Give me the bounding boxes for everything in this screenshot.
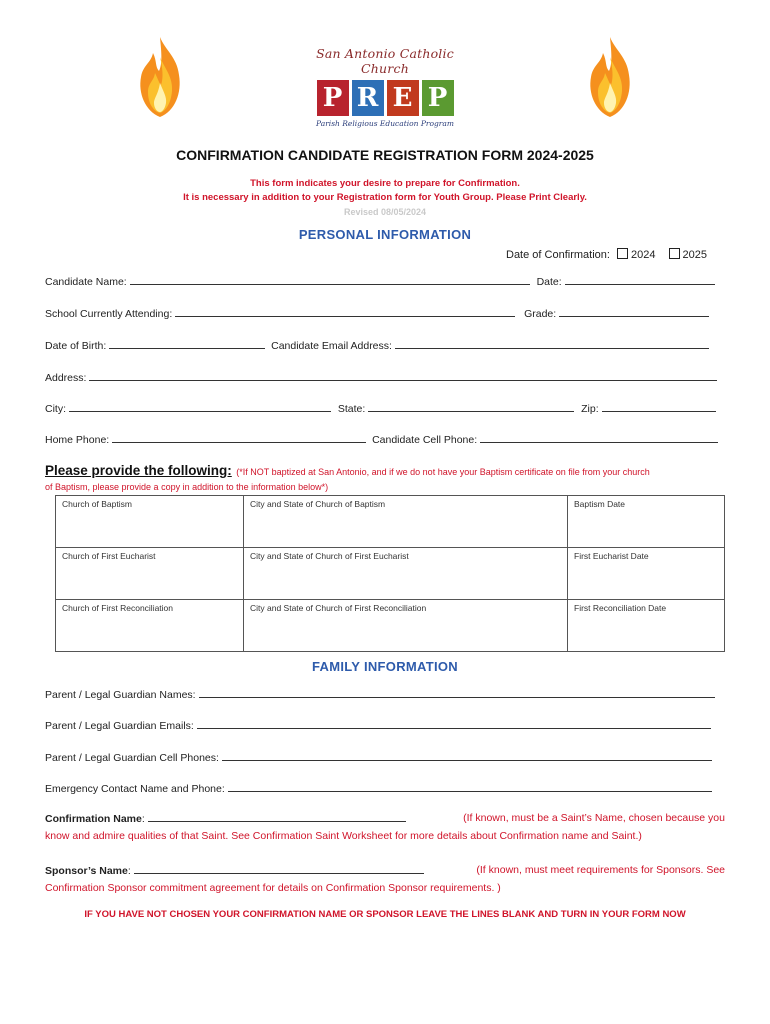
state-field[interactable]	[368, 400, 574, 412]
city-state-first-eucharist-cell[interactable]: City and State of Church of First Eucharist	[244, 548, 568, 600]
cell-phone-label: Candidate Cell Phone:	[372, 434, 478, 446]
church-of-first-reconciliation-cell[interactable]: Church of First Reconciliation	[56, 600, 244, 652]
grade-field[interactable]	[559, 305, 709, 317]
candidate-email-field[interactable]	[395, 337, 709, 349]
city-field[interactable]	[69, 400, 331, 412]
checkbox-2025[interactable]	[669, 248, 680, 259]
confirmation-name-note-2: know and admire qualities of that Saint. See Confirmation Saint Worksheet for more details about Confirmation name and Saint.)	[45, 830, 642, 842]
sponsor-name-block: Sponsor’s Name: (If known, must meet requirements for Sponsors. See Confirmation Sponsor commitment agreement for details on Confirmation Sponsor requirements. )	[45, 862, 725, 897]
guardian-phones-label: Parent / Legal Guardian Cell Phones:	[45, 752, 219, 764]
confirmation-name-block: Confirmation Name: (If known, must be a Saint’s Name, chosen because you know and admire qualities of that Saint. See Confirmation Saint Worksheet for more details about Confirmation name and Saint.)	[45, 810, 725, 845]
address-row	[45, 369, 717, 384]
sponsor-name-label: Sponsor’s Name	[45, 865, 128, 877]
zip-label: Zip:	[581, 403, 599, 415]
dob-field[interactable]	[109, 337, 265, 349]
sponsor-name-note-1: (If known, must meet requirements for Sponsors. See	[476, 864, 725, 876]
sacraments-heading: Please provide the following:	[45, 463, 232, 478]
grade-label: Grade:	[524, 308, 557, 320]
form-title: CONFIRMATION CANDIDATE REGISTRATION FORM 2024-2025	[176, 147, 594, 163]
logo-letters	[300, 80, 470, 116]
school-label: School Currently Attending:	[45, 308, 173, 320]
revised-date: Revised 08/05/2024	[343, 207, 427, 217]
confirmation-name-note-1: (If known, must be a Saint’s Name, chosen because you	[463, 812, 725, 824]
date-label: Date:	[536, 276, 562, 288]
emergency-contact-row	[45, 780, 712, 795]
sponsor-name-field[interactable]	[134, 862, 424, 874]
prep-logo	[300, 46, 470, 128]
guardian-phones-field[interactable]	[222, 749, 712, 761]
confirmation-date-label: Date of Confirmation:	[506, 249, 610, 261]
guardian-names-row	[45, 686, 715, 701]
first-eucharist-date-cell[interactable]: First Eucharist Date	[568, 548, 725, 600]
email-label: Candidate Email Address:	[271, 340, 392, 352]
city-state-baptism-cell[interactable]: City and State of Church of Baptism	[244, 496, 568, 548]
candidate-name-row	[45, 273, 715, 288]
confirmation-name-label: Confirmation Name	[45, 813, 142, 825]
confirmation-name-field[interactable]	[148, 810, 406, 822]
school-field[interactable]	[175, 305, 515, 317]
home-phone-label: Home Phone:	[45, 434, 110, 446]
home-phone-field[interactable]	[112, 431, 366, 443]
phone-row	[45, 431, 718, 446]
candidate-name-field[interactable]	[130, 273, 530, 285]
guardian-emails-label: Parent / Legal Guardian Emails:	[45, 720, 194, 732]
option-2024-label: 2024	[631, 249, 656, 261]
final-instruction: IF YOU HAVE NOT CHOSEN YOUR CONFIRMATION NAME OR SPONSOR LEAVE THE LINES BLANK AND TURN IN YOUR FORM NOW	[84, 909, 686, 920]
state-label: State:	[337, 403, 366, 415]
table-row	[56, 496, 725, 548]
sacraments-table	[55, 495, 725, 652]
intro-note-1: This form indicates your desire to prepare for Confirmation.	[250, 178, 520, 189]
date-field[interactable]	[565, 273, 715, 285]
intro-note-2: It is necessary in addition to your Registration form for Youth Group. Please Print Clearly.	[183, 192, 587, 203]
option-2025-label: 2025	[682, 249, 708, 261]
school-row	[45, 305, 709, 320]
logo-program-name: Parish Religious Education Program	[316, 119, 454, 128]
address-label: Address:	[45, 372, 87, 384]
baptism-date-cell[interactable]: Baptism Date	[568, 496, 725, 548]
logo-letter-e: E	[387, 80, 419, 116]
checkbox-2024[interactable]	[617, 248, 628, 259]
logo-church-name: San Antonio Catholic Church	[316, 46, 454, 76]
logo-letter-p: P	[317, 80, 349, 116]
table-row	[56, 600, 725, 652]
first-reconciliation-date-cell[interactable]: First Reconciliation Date	[568, 600, 725, 652]
family-info-heading: FAMILY INFORMATION	[312, 659, 458, 674]
sponsor-name-note-2: Confirmation Sponsor commitment agreement for details on Confirmation Sponsor requirements. )	[45, 882, 501, 894]
dob-email-row	[45, 337, 709, 352]
sacraments-note-2: of Baptism, please provide a copy in addition to the information below*)	[45, 482, 329, 492]
zip-field[interactable]	[602, 400, 716, 412]
sacraments-header	[45, 462, 735, 480]
emergency-contact-field[interactable]	[228, 780, 712, 792]
guardian-names-field[interactable]	[199, 686, 715, 698]
table-row	[56, 548, 725, 600]
guardian-names-label: Parent / Legal Guardian Names:	[45, 689, 196, 701]
emergency-contact-label: Emergency Contact Name and Phone:	[45, 783, 225, 795]
address-field[interactable]	[89, 369, 717, 381]
candidate-name-label: Candidate Name:	[45, 276, 127, 288]
flame-left-icon	[135, 35, 185, 120]
city-label: City:	[45, 403, 66, 415]
guardian-emails-row	[45, 717, 711, 732]
city-state-first-reconciliation-cell[interactable]: City and State of Church of First Reconciliation	[244, 600, 568, 652]
logo-letter-p2: P	[422, 80, 454, 116]
church-of-baptism-cell[interactable]: Church of Baptism	[56, 496, 244, 548]
logo-letter-r: R	[352, 80, 384, 116]
sacraments-note-1: (*If NOT baptized at San Antonio, and if we do not have your Baptism certificate on file from your church	[236, 467, 650, 477]
personal-info-heading: PERSONAL INFORMATION	[298, 227, 472, 242]
guardian-phones-row	[45, 749, 712, 764]
dob-label: Date of Birth:	[45, 340, 107, 352]
confirmation-date-row	[506, 248, 707, 261]
flame-right-icon	[585, 35, 635, 120]
city-state-zip-row	[45, 400, 716, 415]
guardian-emails-field[interactable]	[197, 717, 711, 729]
candidate-cell-phone-field[interactable]	[480, 431, 718, 443]
church-of-first-eucharist-cell[interactable]: Church of First Eucharist	[56, 548, 244, 600]
